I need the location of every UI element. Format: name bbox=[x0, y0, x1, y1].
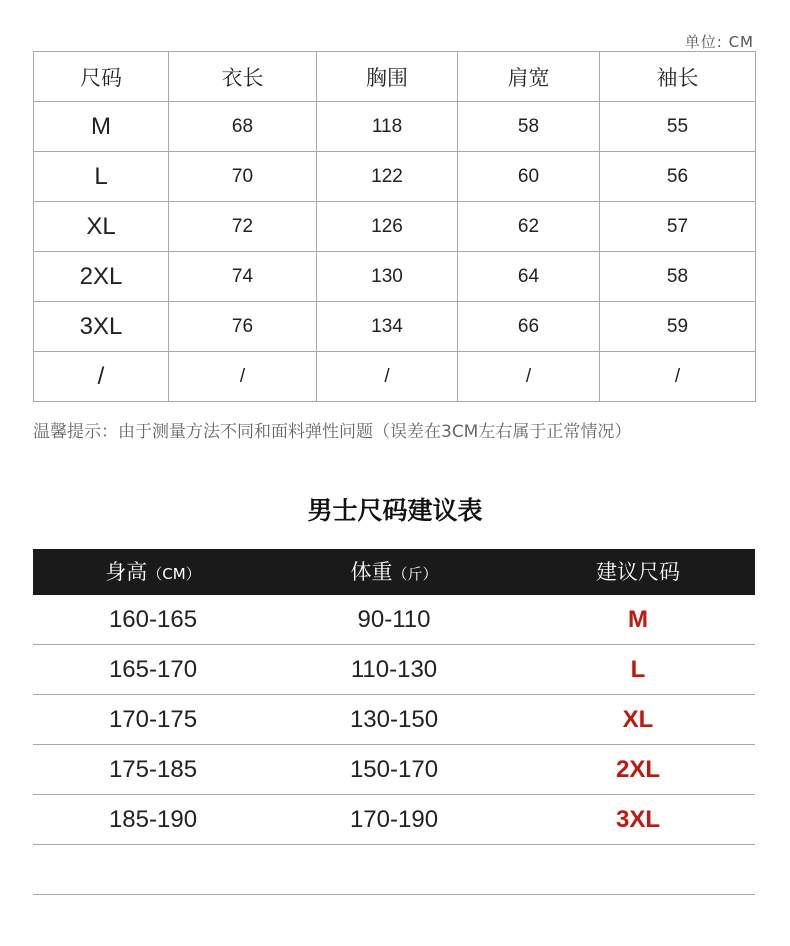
cell-height: 170-175 bbox=[108, 706, 198, 733]
cell-size: L bbox=[34, 152, 169, 202]
cell-shoulder: / bbox=[458, 352, 600, 402]
header-weight-unit: （斤） bbox=[392, 565, 438, 583]
table-row bbox=[34, 252, 756, 302]
header-suggested-size-label: 建议尺码 bbox=[596, 560, 680, 584]
cell-chest: 118 bbox=[317, 102, 458, 152]
cell-chest: 126 bbox=[317, 202, 458, 252]
cell-chest: / bbox=[317, 352, 458, 402]
cell-sleeve: 59 bbox=[600, 302, 756, 352]
cell-sleeve: 58 bbox=[600, 252, 756, 302]
cell-length: 70 bbox=[169, 152, 317, 202]
cell-shoulder: 62 bbox=[458, 202, 600, 252]
cell-length: 76 bbox=[169, 302, 317, 352]
header-weight bbox=[350, 549, 437, 595]
header-height-label: 身高 bbox=[105, 560, 148, 584]
empty-row bbox=[33, 845, 755, 895]
cell-weight: 170-190 bbox=[349, 806, 439, 833]
table-row bbox=[33, 645, 755, 695]
cell-size: / bbox=[34, 352, 169, 402]
cell-weight: 150-170 bbox=[349, 756, 439, 783]
cell-shoulder: 64 bbox=[458, 252, 600, 302]
header-length: 衣长 bbox=[169, 52, 317, 102]
measurement-tip: 温馨提示：由于测量方法不同和面料弹性问题（误差在3CM左右属于正常情况） bbox=[33, 422, 632, 442]
header-sleeve: 袖长 bbox=[600, 52, 756, 102]
cell-shoulder: 66 bbox=[458, 302, 600, 352]
header-weight-label: 体重 bbox=[350, 560, 393, 584]
cell-length: 68 bbox=[169, 102, 317, 152]
cell-suggested-size: L bbox=[630, 656, 646, 683]
cell-suggested-size: 3XL bbox=[615, 806, 661, 833]
cell-size: 2XL bbox=[34, 252, 169, 302]
cell-suggested-size: 2XL bbox=[615, 756, 661, 783]
cell-weight: 90-110 bbox=[357, 606, 431, 633]
cell-sleeve: 56 bbox=[600, 152, 756, 202]
cell-length: / bbox=[169, 352, 317, 402]
table-row bbox=[34, 352, 756, 402]
cell-sleeve: 57 bbox=[600, 202, 756, 252]
size-chart-header-row bbox=[34, 52, 756, 102]
cell-chest: 122 bbox=[317, 152, 458, 202]
recommendation-title: 男士尺码建议表 bbox=[307, 496, 483, 525]
cell-size: M bbox=[34, 102, 169, 152]
recommendation-header bbox=[33, 549, 755, 595]
cell-size: 3XL bbox=[34, 302, 169, 352]
header-shoulder: 肩宽 bbox=[458, 52, 600, 102]
table-row bbox=[34, 302, 756, 352]
cell-height: 175-185 bbox=[108, 756, 198, 783]
cell-size: XL bbox=[34, 202, 169, 252]
cell-chest: 134 bbox=[317, 302, 458, 352]
cell-chest: 130 bbox=[317, 252, 458, 302]
size-chart-table bbox=[33, 51, 756, 402]
cell-height: 160-165 bbox=[108, 606, 198, 633]
table-row bbox=[34, 152, 756, 202]
cell-height: 185-190 bbox=[108, 806, 198, 833]
header-height-unit: （CM） bbox=[147, 565, 201, 583]
cell-sleeve: / bbox=[600, 352, 756, 402]
cell-weight: 130-150 bbox=[349, 706, 439, 733]
cell-suggested-size: XL bbox=[622, 706, 654, 733]
table-row bbox=[34, 102, 756, 152]
table-row bbox=[33, 745, 755, 795]
table-row bbox=[34, 202, 756, 252]
cell-suggested-size: M bbox=[628, 606, 648, 633]
unit-label: 单位: CM bbox=[684, 33, 754, 51]
header-suggested-size bbox=[596, 549, 680, 595]
header-height bbox=[105, 549, 200, 595]
cell-shoulder: 58 bbox=[458, 102, 600, 152]
header-chest: 胸围 bbox=[317, 52, 458, 102]
cell-length: 72 bbox=[169, 202, 317, 252]
cell-shoulder: 60 bbox=[458, 152, 600, 202]
table-row bbox=[33, 795, 755, 845]
cell-length: 74 bbox=[169, 252, 317, 302]
cell-sleeve: 55 bbox=[600, 102, 756, 152]
table-row bbox=[33, 695, 755, 745]
header-size: 尺码 bbox=[34, 52, 169, 102]
recommendation-rows bbox=[33, 595, 755, 895]
table-row bbox=[33, 595, 755, 645]
cell-height: 165-170 bbox=[108, 656, 198, 683]
cell-weight: 110-130 bbox=[350, 656, 438, 683]
